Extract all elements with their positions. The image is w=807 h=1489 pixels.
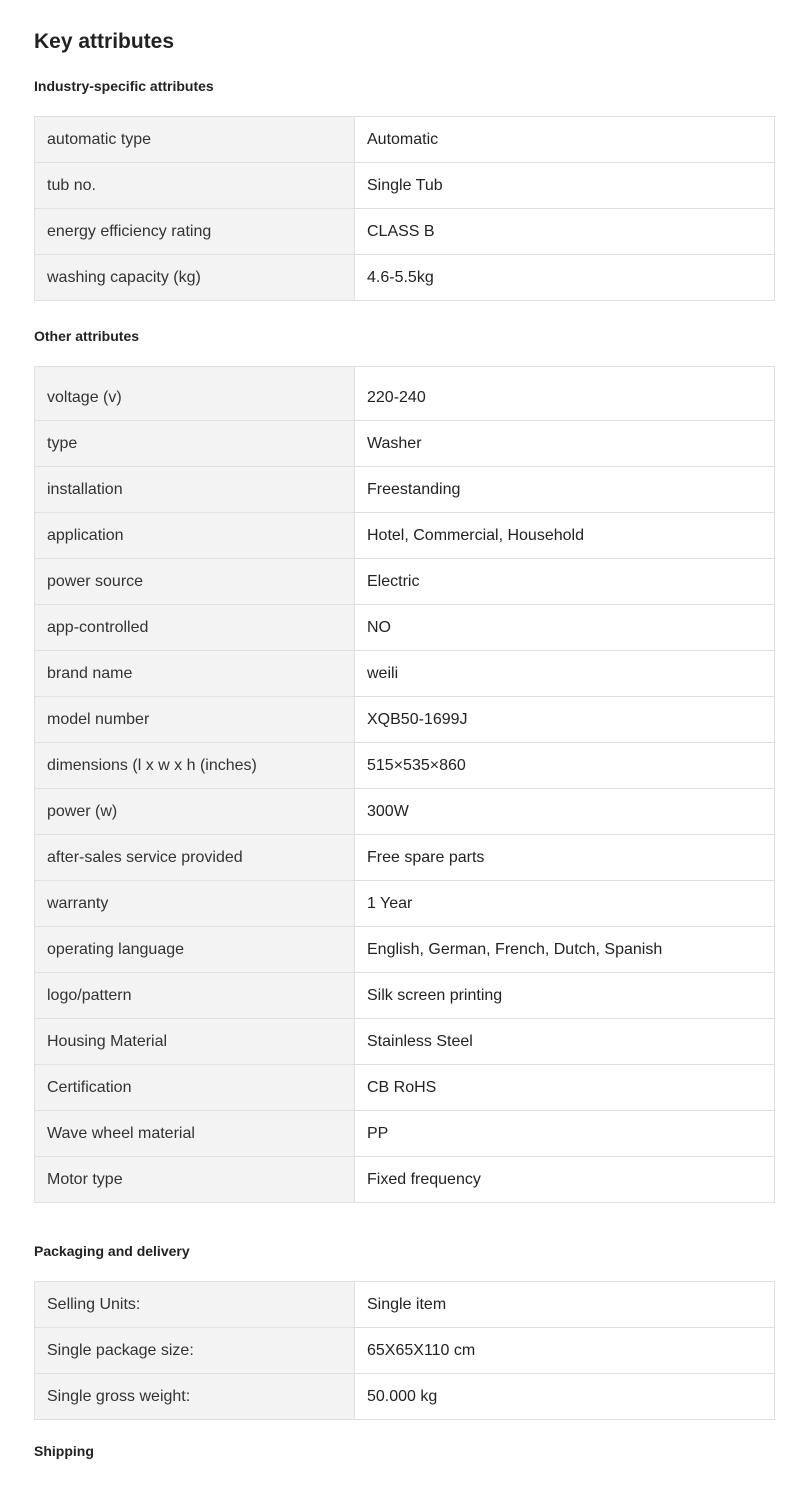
table-row [35, 1282, 775, 1328]
attribute-value: CLASS B [355, 209, 775, 255]
table-row [35, 973, 775, 1019]
attribute-name: Motor type [35, 1157, 355, 1203]
attribute-name: Selling Units: [35, 1282, 355, 1328]
table-row [35, 697, 775, 743]
attribute-name: washing capacity (kg) [35, 255, 355, 301]
attribute-value: Automatic [355, 117, 775, 163]
table-row [35, 513, 775, 559]
attribute-name: Single gross weight: [35, 1374, 355, 1420]
attribute-name: app-controlled [35, 605, 355, 651]
other-attributes-table [34, 366, 775, 1203]
attribute-value: Washer [355, 421, 775, 467]
table-row [35, 1019, 775, 1065]
table-row [35, 927, 775, 973]
table-row [35, 605, 775, 651]
attribute-value: English, German, French, Dutch, Spanish [355, 927, 775, 973]
attribute-value: CB RoHS [355, 1065, 775, 1111]
attribute-name: Wave wheel material [35, 1111, 355, 1157]
attribute-value: 4.6-5.5kg [355, 255, 775, 301]
attribute-value: weili [355, 651, 775, 697]
attribute-value: 515×535×860 [355, 743, 775, 789]
table-row [35, 367, 775, 421]
attribute-name: operating language [35, 927, 355, 973]
attribute-value: 220-240 [355, 367, 775, 421]
table-row [35, 835, 775, 881]
table-row [35, 163, 775, 209]
attribute-value: 1 Year [355, 881, 775, 927]
table-row [35, 789, 775, 835]
section-title-other-attributes: Other attributes [34, 328, 140, 344]
table-row [35, 117, 775, 163]
section-title-packaging-delivery: Packaging and delivery [34, 1243, 190, 1259]
table-row [35, 255, 775, 301]
table-row [35, 559, 775, 605]
attribute-name: power (w) [35, 789, 355, 835]
attribute-value: Fixed frequency [355, 1157, 775, 1203]
attribute-name: type [35, 421, 355, 467]
attribute-name: Single package size: [35, 1328, 355, 1374]
attribute-name: brand name [35, 651, 355, 697]
attribute-name: tub no. [35, 163, 355, 209]
table-row [35, 1065, 775, 1111]
table-row [35, 1328, 775, 1374]
table-row [35, 1157, 775, 1203]
attribute-value: 300W [355, 789, 775, 835]
attribute-name: power source [35, 559, 355, 605]
table-row [35, 881, 775, 927]
attribute-value: Single item [355, 1282, 775, 1328]
attribute-name: model number [35, 697, 355, 743]
attribute-value: Electric [355, 559, 775, 605]
table-row [35, 651, 775, 697]
attribute-name: application [35, 513, 355, 559]
page-title: Key attributes [34, 30, 175, 53]
industry-attributes-table [34, 116, 775, 301]
packaging-delivery-table [34, 1281, 775, 1420]
attribute-value: XQB50-1699J [355, 697, 775, 743]
attribute-value: Hotel, Commercial, Household [355, 513, 775, 559]
table-row [35, 1111, 775, 1157]
attribute-name: after-sales service provided [35, 835, 355, 881]
attribute-name: installation [35, 467, 355, 513]
attribute-value: Free spare parts [355, 835, 775, 881]
attribute-name: logo/pattern [35, 973, 355, 1019]
attribute-value: Single Tub [355, 163, 775, 209]
attribute-value: NO [355, 605, 775, 651]
attribute-value: Stainless Steel [355, 1019, 775, 1065]
table-row [35, 209, 775, 255]
attribute-value: PP [355, 1111, 775, 1157]
attribute-name: energy efficiency rating [35, 209, 355, 255]
attribute-name: Housing Material [35, 1019, 355, 1065]
section-title-industry-specific: Industry-specific attributes [34, 78, 214, 94]
table-row [35, 467, 775, 513]
table-row [35, 743, 775, 789]
section-title-truncated: Shipping [34, 1443, 94, 1459]
attribute-name: voltage (v) [35, 367, 355, 421]
attribute-name: warranty [35, 881, 355, 927]
attribute-name: dimensions (l x w x h (inches) [35, 743, 355, 789]
attribute-name: Certification [35, 1065, 355, 1111]
table-row [35, 421, 775, 467]
attribute-value: Silk screen printing [355, 973, 775, 1019]
attribute-value: 50.000 kg [355, 1374, 775, 1420]
table-row [35, 1374, 775, 1420]
attribute-value: Freestanding [355, 467, 775, 513]
attribute-name: automatic type [35, 117, 355, 163]
attribute-value: 65X65X110 cm [355, 1328, 775, 1374]
